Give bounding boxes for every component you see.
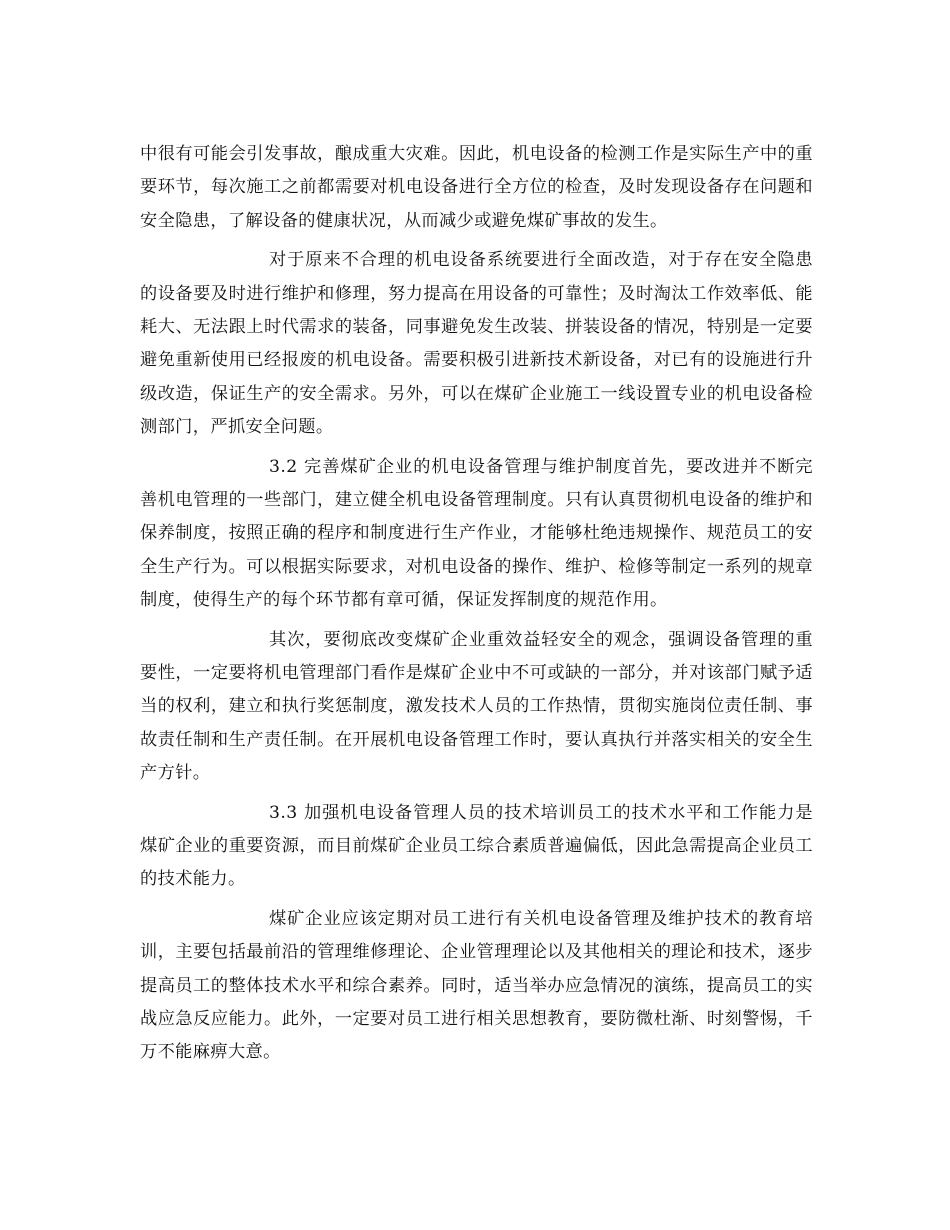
paragraph-continued: 中很有可能会引发事故，酿成重大灾难。因此，机电设备的检测工作是实际生产中的重要环节，每次施工之前都需要对机电设备进行全方位的检查，及时发现设备存在问题和安全隐患，了解设备的健康状况，从而减少或避免煤矿事故的发生。 [140,144,813,231]
document-body [140,138,813,1076]
paragraph-safety-concept: 其次，要彻底改变煤矿企业重效益轻安全的观念，强调设备管理的重要性，一定要将机电管理部门看作是煤矿企业中不可或缺的一部分，并对该部门赋予适当的权利，建立和执行奖惩制度，激发技术人员的工作热情，贯彻实施岗位责任制、事故责任制和生产责任制。在开展机电设备管理工作时，要认真执行并落实相关的安全生产方针。 [140,629,813,783]
paragraph-section-3-3: 3.3 加强机电设备管理人员的技术培训员工的技术水平和工作能力是煤矿企业的重要资源，而目前煤矿企业员工综合素质普遍偏低，因此急需提高企业员工的技术能力。 [140,802,813,890]
paragraph-training: 煤矿企业应该定期对员工进行有关机电设备管理及维护技术的教育培训，主要包括最前沿的管理维修理论、企业管理理论以及其他相关的理论和技术，逐步提高员工的整体技术水平和综合素养。同时，适当举办应急情况的演练，提高员工的实战应急反应能力。此外，一定要对员工进行相关思想教育，要防微杜渐、时刻警惕，千万不能麻痹大意。 [140,909,813,1063]
paragraph-section-3-2: 3.2 完善煤矿企业的机电设备管理与维护制度首先，要改进并不断完善机电管理的一些部门，建立健全机电设备管理制度。只有认真贯彻机电设备的维护和保养制度，按照正确的程序和制度进行生产作业，才能够杜绝违规操作、规范员工的安全生产行为。可以根据实际要求，对机电设备的操作、维护、检修等制定一系列的规章制度，使得生产的每个环节都有章可循，保证发挥制度的规范作用。 [140,456,813,610]
paragraph-equipment-renovation: 对于原来不合理的机电设备系统要进行全面改造，对于存在安全隐患的设备要及时进行维护和修理，努力提高在用设备的可靠性；及时淘汰工作效率低、能耗大、无法跟上时代需求的装备，同事避免发生改装、拼装设备的情况，特别是一定要避免重新使用已经报废的机电设备。需要积极引进新技术新设备，对已有的设施进行升级改造，保证生产的安全需求。另外，可以在煤矿企业施工一线设置专业的机电设备检测部门，严抓安全问题。 [140,250,813,437]
